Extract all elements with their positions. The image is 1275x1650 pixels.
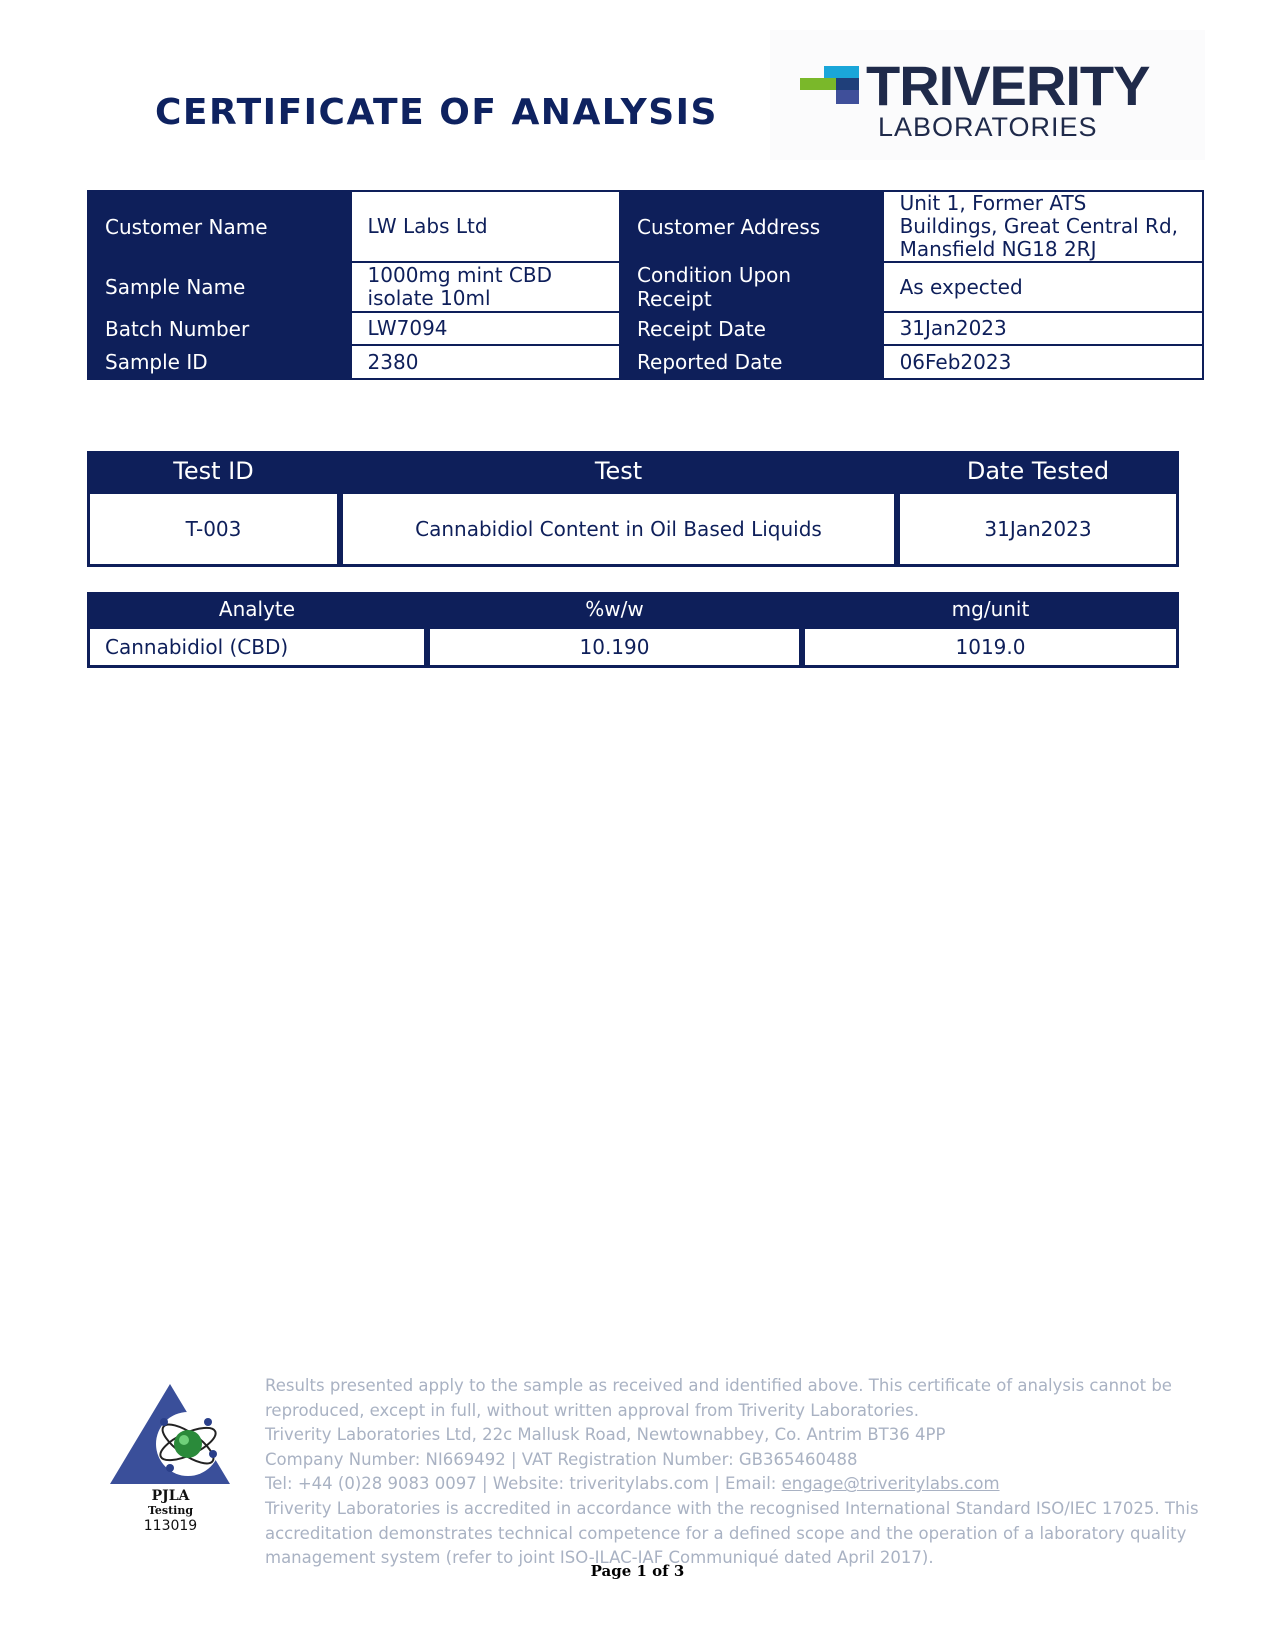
page-title: CERTIFICATE OF ANALYSIS bbox=[155, 92, 718, 133]
info-row bbox=[88, 312, 1203, 345]
pjla-name: PJLA bbox=[151, 1488, 190, 1504]
logo-sub: LABORATORIES bbox=[878, 112, 1098, 142]
test-id-header: Test ID bbox=[173, 457, 254, 485]
reported-date-value: 06Feb2023 bbox=[883, 345, 1203, 379]
receipt-date-value: 31Jan2023 bbox=[883, 312, 1203, 345]
test-header-row bbox=[87, 451, 1179, 491]
batch-number-value: LW7094 bbox=[351, 312, 620, 345]
table-row bbox=[87, 491, 1179, 567]
logo-mark-cyan bbox=[824, 66, 859, 78]
info-row bbox=[88, 191, 1203, 262]
sample-name-label: Sample Name bbox=[88, 262, 351, 312]
test-header: Test bbox=[594, 457, 643, 485]
customer-address-value: Unit 1, Former ATS Buildings, Great Central Rd, Mansfield NG18 2RJ bbox=[883, 191, 1203, 262]
logo-mark-navy bbox=[836, 78, 859, 90]
percent-ww-header: %w/w bbox=[585, 597, 644, 621]
date-tested-cell: 31Jan2023 bbox=[897, 491, 1179, 567]
logo-name: TRIVERITY bbox=[866, 54, 1150, 117]
customer-address-label: Customer Address bbox=[620, 191, 883, 262]
condition-value: As expected bbox=[883, 262, 1203, 312]
pjla-accreditation-badge bbox=[108, 1384, 233, 1534]
sample-id-label: Sample ID bbox=[88, 345, 351, 379]
condition-label: Condition Upon Receipt bbox=[620, 262, 883, 312]
results-table bbox=[87, 592, 1179, 668]
customer-info-table bbox=[87, 190, 1204, 380]
mg-unit-cell: 1019.0 bbox=[802, 626, 1179, 668]
footer-text bbox=[265, 1374, 1200, 1571]
pjla-logo-icon bbox=[108, 1384, 233, 1489]
footer-disclaimer: Results presented apply to the sample as received and identified above. This certificate of analysis cannot be reproduced, except in full, without written approval from Triverity Laboratories. bbox=[265, 1376, 1172, 1420]
info-row bbox=[88, 345, 1203, 379]
analyte-header: Analyte bbox=[218, 597, 296, 621]
pjla-number: 113019 bbox=[143, 1518, 198, 1534]
footer-company-number: Company Number: NI669492 | VAT Registration Number: GB365460488 bbox=[265, 1449, 858, 1469]
logo-mark-blue bbox=[836, 90, 859, 104]
page-number: Page 1 of 3 bbox=[590, 1562, 685, 1580]
footer-accreditation: Triverity Laboratories is accredited in accordance with the recognised International Standard ISO/IEC 17025. This accreditation demonstrates technical competence for a defined scope and the operation of a laboratory quality management system (refer to joint ISO-ILAC-IAF Communiqué dated April 2017). bbox=[265, 1498, 1199, 1568]
triverity-logo bbox=[770, 30, 1205, 160]
percent-ww-cell: 10.190 bbox=[427, 626, 802, 668]
analyte-cell: Cannabidiol (CBD) bbox=[87, 626, 427, 668]
results-header-row bbox=[87, 592, 1179, 626]
info-row bbox=[88, 262, 1203, 312]
pjla-type: Testing bbox=[147, 1504, 194, 1517]
test-id-cell: T-003 bbox=[87, 491, 340, 567]
email-link[interactable]: engage@triveritylabs.com bbox=[781, 1474, 1000, 1494]
sample-id-value: 2380 bbox=[351, 345, 620, 379]
footer-contact-text: Tel: +44 (0)28 9083 0097 | Website: triveritylabs.com | Email: bbox=[265, 1474, 782, 1494]
customer-name-label: Customer Name bbox=[88, 191, 351, 262]
test-name-cell: Cannabidiol Content in Oil Based Liquids bbox=[340, 491, 897, 567]
table-row bbox=[87, 626, 1179, 668]
date-tested-header: Date Tested bbox=[966, 457, 1110, 485]
mg-unit-header: mg/unit bbox=[951, 597, 1030, 621]
footer-contact bbox=[265, 1472, 1200, 1497]
footer-address: Triverity Laboratories Ltd, 22c Mallusk Road, Newtownabbey, Co. Antrim BT36 4PP bbox=[265, 1425, 946, 1445]
reported-date-label: Reported Date bbox=[620, 345, 883, 379]
customer-name-value: LW Labs Ltd bbox=[351, 191, 620, 262]
test-table bbox=[87, 451, 1179, 567]
sample-name-value: 1000mg mint CBD isolate 10ml bbox=[351, 262, 620, 312]
receipt-date-label: Receipt Date bbox=[620, 312, 883, 345]
batch-number-label: Batch Number bbox=[88, 312, 351, 345]
